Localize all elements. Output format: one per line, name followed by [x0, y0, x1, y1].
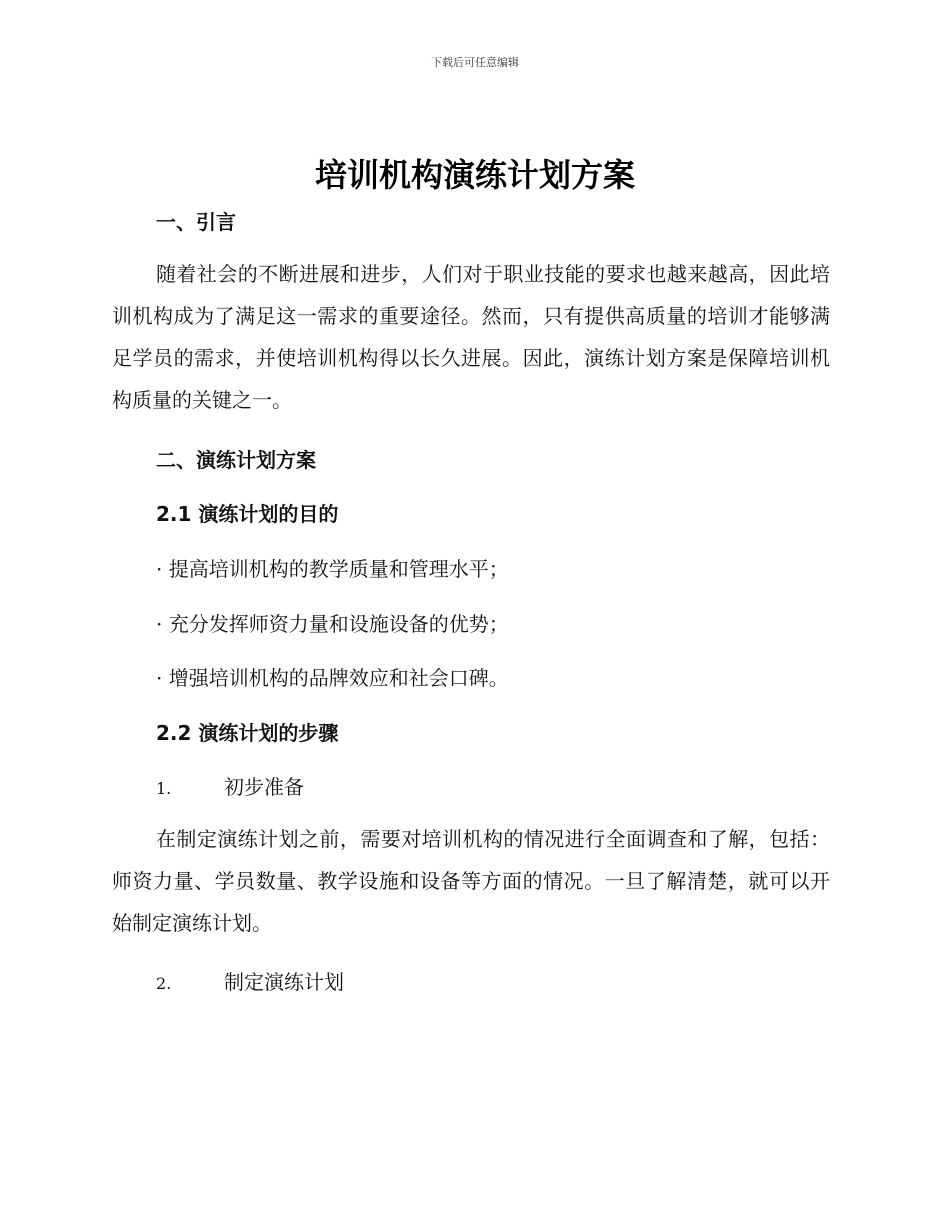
- subsection-2-1-heading: 2.1 演练计划的目的: [156, 502, 339, 526]
- section1-heading: 一、引言: [156, 210, 236, 234]
- bullet-item: · 充分发挥师资力量和设施设备的优势；: [156, 612, 509, 636]
- section1-paragraph: 随着社会的不断进展和进步，人们对于职业技能的要求也越来越高，因此培训机构成为了满足这一需求的重要途径。然而，只有提供高质量的培训才能够满足学员的需求，并使培训机构得以长久进展。因此，演练计划方案是保障培训机构质量的关键之一。: [112, 262, 830, 412]
- document-title: 培训机构演练计划方案: [314, 156, 635, 194]
- step-item: [156, 771, 304, 800]
- section2-heading: 二、演练计划方案: [156, 448, 316, 472]
- step-item: [156, 966, 344, 995]
- step-number: 1.: [156, 779, 172, 798]
- bullet-item: · 增强培训机构的品牌效应和社会口碑。: [156, 666, 509, 690]
- step-label: 制定演练计划: [224, 970, 344, 994]
- step-number: 2.: [156, 974, 172, 993]
- step1-paragraph: 在制定演练计划之前，需要对培训机构的情况进行全面调查和了解，包括：师资力量、学员数量、教学设施和设备等方面的情况。一旦了解清楚，就可以开始制定演练计划。: [112, 827, 830, 935]
- step-label: 初步准备: [224, 775, 304, 799]
- header-note: 下载后可任意编辑: [431, 56, 519, 69]
- bullet-item: · 提高培训机构的教学质量和管理水平；: [156, 557, 509, 581]
- subsection-2-2-heading: 2.2 演练计划的步骤: [156, 721, 339, 745]
